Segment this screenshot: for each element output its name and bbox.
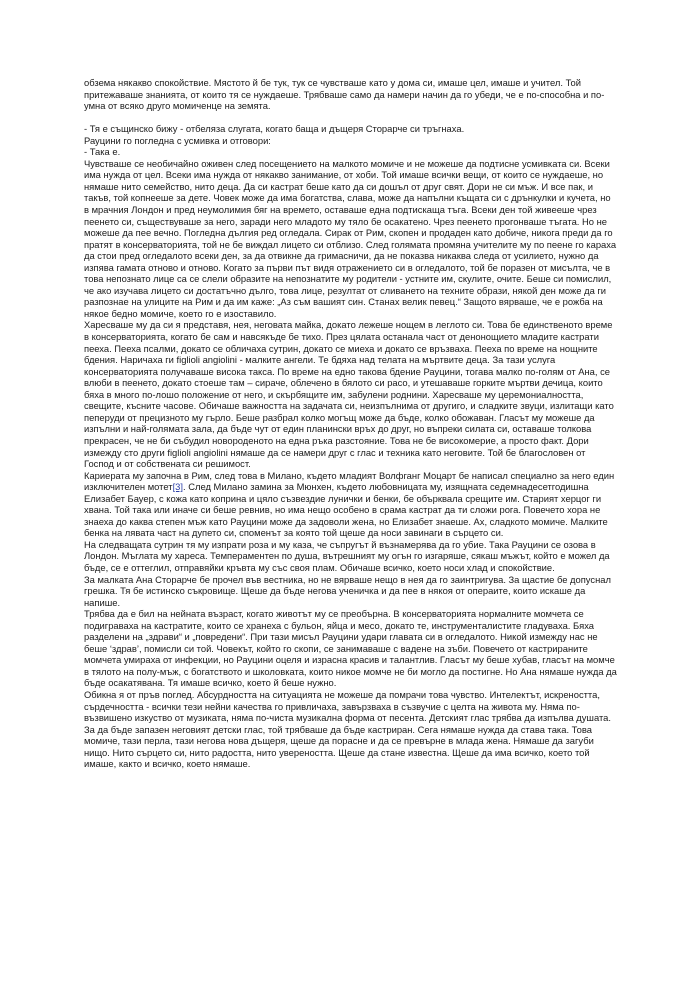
paragraph-2: - Тя е същинско бижу - отбеляза слугата, когато баща и дъщеря Сторарче си тръгнаха. — [84, 123, 465, 135]
footnote-link[interactable]: [3] — [172, 481, 183, 493]
paragraph-1: обзема някакво спокойствие. Мястото й бе тук, тук се чувстваше като у дома си, имаше цел, имаше и учител. Той притежаваше знанията, от които тя се нуждаеше. Трябваше само да намери начин да го убеди, че е по-способна и по-умна от всяко друго момиченце на земята. — [84, 77, 605, 112]
paragraph-7-text-a: Кариерата му започна в Рим, след това в Милано, където младият Волфганг Моцарт бе написал специално за него един изключителен мотет — [84, 469, 615, 493]
paragraph-8: На следващата сутрин тя му изпрати роза и му каза, че съпругът й възнамерява да го убие. Така Рауцини се озова в Лондон. Мъглата му хареса. Темпераментен по душа, вътрешният му огън го изгаряше, сякаш мъжът, който е можел да бъде, се е оттеглил, отправяйки кръвта му със своя плам. Обичаше всичко, което носи хлад и спокойствие. — [84, 538, 610, 573]
paragraph-4: - Така е. — [84, 146, 121, 158]
paragraph-7 — [84, 470, 617, 539]
paragraph-6: Харесваше му да си я представя, нея, неговата майка, докато лежеше нощем в леглото си. Това бе единственото време в консерваторията, когато бе сам и навсякъде бе тихо. През цялата останала част от денонощието младите кастрати пееха. Пееха псалми, докато се обличаха сутрин, докато се миеха и докато се връзваха. Пееха по време на нощните бдения. Наричаха ги figlioli angiolini - малките ангели. Те бдяха над телата на мъртвите деца. За тази услуга консерваторията получаваше висока такса. По време на едно такова бдение Рауцини, тогава малко по-голям от Ана, се влюби в пеенето, докато стоеше там – сираче, облечено в бялото си расо, и утешаваше горките мъртви дечица, които бяха в много по-лошо положение от него, и скърбящите им, забулени роднини. Харесваше му церемониалността, свещите, късните часове. Обичаше важността на задачата си, неизпълнима от другиго, и сладките звуци, излитащи като пеперуди от прецизното му гърло. Беше разбрал колко могъщ може да бъде, колко обожаван. Гласът му можеше да изпълни и най-голямата зала, да бъде чут от един планински връх до друг, но въпреки силата си, оставаше толкова прекрасен, че не би събудил новороденото на една ръка разстояние. Това не бе високомерие, а просто факт. Дори измежду сто други figlioli angiolini нямаше да се намери друг с глас и техника като неговите. Той бе благословен от Господ и от собствената си решимост. — [84, 319, 614, 470]
paragraph-3: Рауцини го погледна с усмивка и отговори: — [84, 134, 271, 146]
paragraph-11: Обикна я от пръв поглед. Абсурдността на ситуацията не можеше да помрачи това чувство. Интелектът, искреността, сърдечността - всички тези нейни качества го привличаха, завързваха в съзвучие с целта на живота му. Няма по-възвишено изкуство от музиката, няма по-чиста музикална форма от песента. Детският глас трябва да изпълва душата. За да бъде запазен неговият детски глас, той трябваше да бъде кастриран. Сега нямаше нужда да става така. Това момиче, тази перла, тази негова нова дъщеря, щеше да порасне и да се превърне в млада жена. Нямаше да загуби нищо. Нито сърцето си, нито радостта, нито увереността. Щеше да стане известна. Щеше да има всичко, което той имаше, както и всичко, което нямаше. — [84, 688, 611, 770]
document-page — [84, 77, 617, 770]
paragraph-spacer — [84, 112, 617, 124]
paragraph-10: Трябва да е бил на нейната възраст, когато животът му се преобърна. В консерваторията нормалните момчета се подиграваха на кастратите, които се хранеха с бульон, яйца и месо, докато те, инструменталистите гладуваха. Бяха разделени на „здрави“ и „повредени“. При тази мисъл Рауцини удари главата си в огледалото. Никой измежду нас не беше ‘здрав’, помисли си той. Човекът, който го скопи, се занимаваше с вадене на зъби. Повечето от кастрираните момчета умираха от инфекции, но Рауцини оцеля и израсна красив и талантлив. Гласът му беше хубав, гласът на момче в тялото на полу-мъж, с богатството и школовката, които никое момче не би могло да постигне. Но Ана нямаше нужда да бъде осакатявана. Тя имаше всичко, което й беше нужно. — [84, 608, 617, 689]
paragraph-5: Чувстваше се необичайно оживен след посещението на малкото момиче и не можеше да подтисне усмивката си. Всеки има нужда от цел. Всеки има нужда от някакво занимание, от хоби. Той имаше всички вещи, от които се нуждаеше, но нямаше нито семейство, нито деца. Да си кастрат беше като да си дошъл от друг свят. Дори не си мъж. И все пак, и такъв, той копнееше за дете. Човек може да има богатства, слава, може да напълни къщата си с дрънкулки и кучета, но в мрачния Лондон и пред неумолимия бяг на времето, оставаше една подтискаща тъга. Всеки ден той живееше чрез пеенето си, съществуваше за него, заради него младото му тяло бе осакатено. Чрез пеенето прогонваше тъгата. Но не можеше да пее вечно. Погледна дългия ред огледала. Сирак от Рим, скопен и продаден като добиче, никога преди да го пратят в консерваторията, той не бе виждал лицето си отблизо. След голямата промяна учителите му по пеене го караха да стои пред огледалото всеки ден, за да отвикне да гримасничи, да не показва никаква следа от усилието, нужно да изпява гамата отново и отново. Когато за първи път видя отражението си в огледалото, той бе поразен от мисълта, че в това непознато лице са се слели образите на непознатите му родители - устните им, скулите, очите. Беше си помислил, че ако изучава лицето си достатъчно дълго, това лице, резултат от сливането на техните образи, някой ден може да ги разпознае на улиците на Рим и да им каже: „Аз съм вашият син. Станах велик певец.“ Защото вярваше, че е рожба на някое бедно момиче, което го е изоставило. — [84, 157, 617, 319]
paragraph-7-text-b: . След Милано замина за Мюнхен, където любовницата му, изящната седемнадесетгодишна Елизабет Бауер, с кожа като коприна и цяло съзвездие лунички и бенки, бе обърквала срещите им. Старият херцог ги хвана. Той така или иначе си беше ревнив, но има нещо особено в срама кастрат да ти сложи рога. Повечето хора не знаеха до каква степен мъж като Рауцини може да задоволи жена, но Елизабет знаеше. Ах, сладкото момиче. Малките бенка на лявата част на дупето си, споменът за която той щеше да носи завинаги в сърцето си. — [84, 481, 608, 539]
paragraph-9: За малката Ана Сторарче бе прочел във вестника, но не вярваше нещо в нея да го заинтригува. За щастие бе допуснал грешка. Тя бе истинско съкровище. Щеше да бъде негова ученичка и да пее в някоя от операите, които искаше да напише. — [84, 573, 611, 608]
